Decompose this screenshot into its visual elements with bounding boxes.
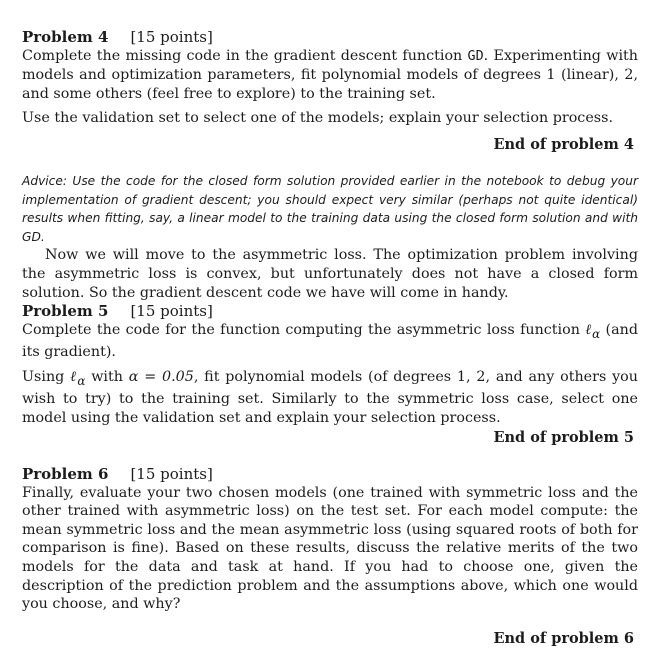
loss-symbol: ℓ (585, 321, 593, 338)
problem-5-section (22, 302, 638, 427)
end-of-problem-5: End of problem 5 (493, 429, 634, 446)
problem-4-section (22, 28, 638, 128)
problem-5-title: Problem 5 (22, 302, 109, 320)
advice-text: Advice: Use the code for the closed form solution provided earlier in the notebook to debug your implementation of gradient descent; you should expect very similar (perhaps not quite identical) results when fitting, say, a linear model to the training data using the closed form solution and with GD. (22, 174, 638, 244)
problem-6-title: Problem 6 (22, 465, 109, 483)
problem-5-points: [15 points] (130, 302, 213, 320)
advice-section (22, 172, 638, 302)
problem-5-instructions: Complete the code for the function computing the asymmetric loss function ℓ$_\alpha$ (and its gradient). (22, 321, 638, 361)
problem-4-instructions: Complete the missing code in the gradient descent function GD. Experimenting with models and optimization parameters, fit polynomial models of degrees 1 (linear), 2, and some others (feel free to explore) to the training set. (22, 47, 638, 102)
problem-6-header (22, 465, 638, 484)
problem-4-points: [15 points] (130, 28, 213, 46)
alpha-value: α = 0.05 (128, 368, 194, 385)
end-of-problem-6: End of problem 6 (493, 630, 634, 647)
problem-4-header (22, 28, 638, 47)
problem-6-section (22, 465, 638, 614)
problem-5-fit-instructions: Using ℓ$_\alpha$ with α = 0.05, fit polynomial models (of degrees 1, 2, and any others you wish to try) to the training set. Similarly to the symmetric loss case, select one model using the validation set and explain your selection process. (22, 368, 638, 426)
problem-4-title: Problem 4 (22, 28, 109, 46)
problem-6-points: [15 points] (130, 465, 213, 483)
problem-4-validation-instructions: Use the validation set to select one of the models; explain your selection process. (22, 110, 613, 127)
asymmetric-loss-intro: Now we will move to the asymmetric loss. The optimization problem involving the asymmetric loss is convex, but unfortunately does not have a closed form solution. So the gradient descent code we have will come in handy. (22, 247, 638, 301)
problem-6-instructions: Finally, evaluate your two chosen models (one trained with symmetric loss and the other trained with asymmetric loss) on the test set. For each model compute: the mean symmetric loss and the mean asymmetric loss (using squared roots of both for comparison is fine). Based on these results, discuss the relative merits of the two models for the data and task at hand. If you had to choose one, given the description of the prediction problem and the assumptions above, which one would you choose, and why? (22, 484, 638, 613)
gd-function-name: GD (467, 48, 484, 64)
end-of-problem-4: End of problem 4 (493, 136, 634, 153)
problem-5-header (22, 302, 638, 321)
